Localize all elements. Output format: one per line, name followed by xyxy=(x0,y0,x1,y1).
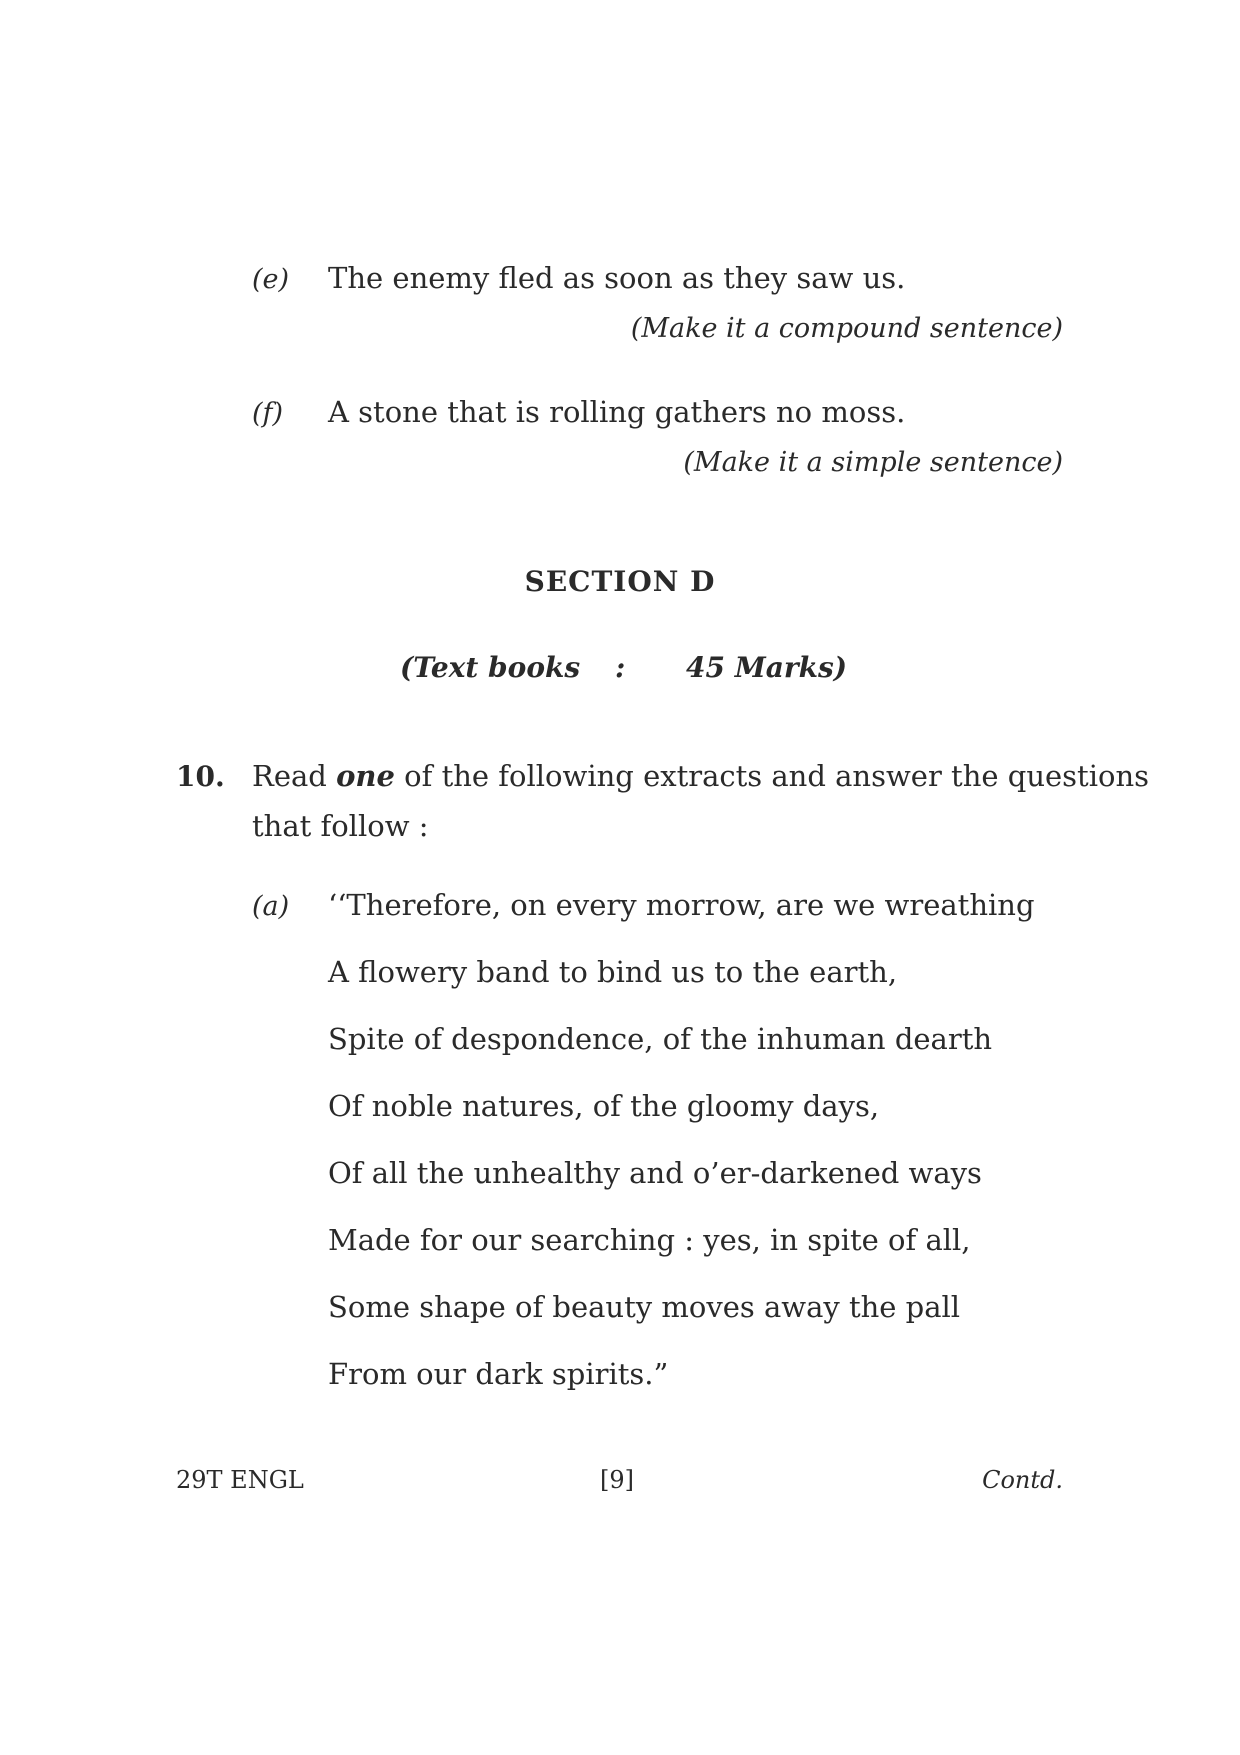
item-e-label: (e) xyxy=(252,264,290,295)
extract-a-line-2: A flowery band to bind us to the earth, xyxy=(328,955,898,989)
extract-a-line-3: Spite of despondence, of the inhuman dearth xyxy=(328,1022,993,1056)
item-f-sentence: A stone that is rolling gathers no moss. xyxy=(328,395,906,429)
footer-page-number: [9] xyxy=(600,1466,634,1494)
question-number: 10. xyxy=(176,760,225,793)
item-f-instruction: (Make it a simple sentence) xyxy=(683,447,1063,478)
item-f-label: (f) xyxy=(252,398,284,429)
question-text-emphasis: one xyxy=(336,759,395,793)
section-marks-label: (Text books xyxy=(400,651,581,684)
question-text-line2: that follow : xyxy=(252,809,429,843)
extract-a-line-7: Some shape of beauty moves away the pall xyxy=(328,1290,961,1324)
section-marks-value: 45 Marks) xyxy=(686,651,848,684)
extract-a-line-8: From our dark spirits.” xyxy=(328,1357,669,1391)
section-title: SECTION D xyxy=(524,565,716,598)
extract-a-line-6: Made for our searching : yes, in spite of all, xyxy=(328,1223,971,1257)
extract-a-line-4: Of noble natures, of the gloomy days, xyxy=(328,1089,880,1123)
item-e-instruction: (Make it a compound sentence) xyxy=(630,313,1063,344)
footer-paper-code: 29T ENGL xyxy=(176,1466,304,1494)
footer-contd: Contd. xyxy=(982,1466,1063,1494)
extract-a-label: (a) xyxy=(252,891,290,922)
extract-a-line-1: ‘‘Therefore, on every morrow, are we wreathing xyxy=(328,888,1035,922)
item-e-sentence: The enemy fled as soon as they saw us. xyxy=(328,261,906,295)
extract-a-line-5: Of all the unhealthy and o’er-darkened ways xyxy=(328,1156,982,1190)
question-text-before: Read xyxy=(252,759,337,793)
question-text-after: of the following extracts and answer the questions xyxy=(394,759,1149,793)
question-text-line1 xyxy=(252,759,1149,793)
section-marks-separator: : xyxy=(615,651,626,684)
